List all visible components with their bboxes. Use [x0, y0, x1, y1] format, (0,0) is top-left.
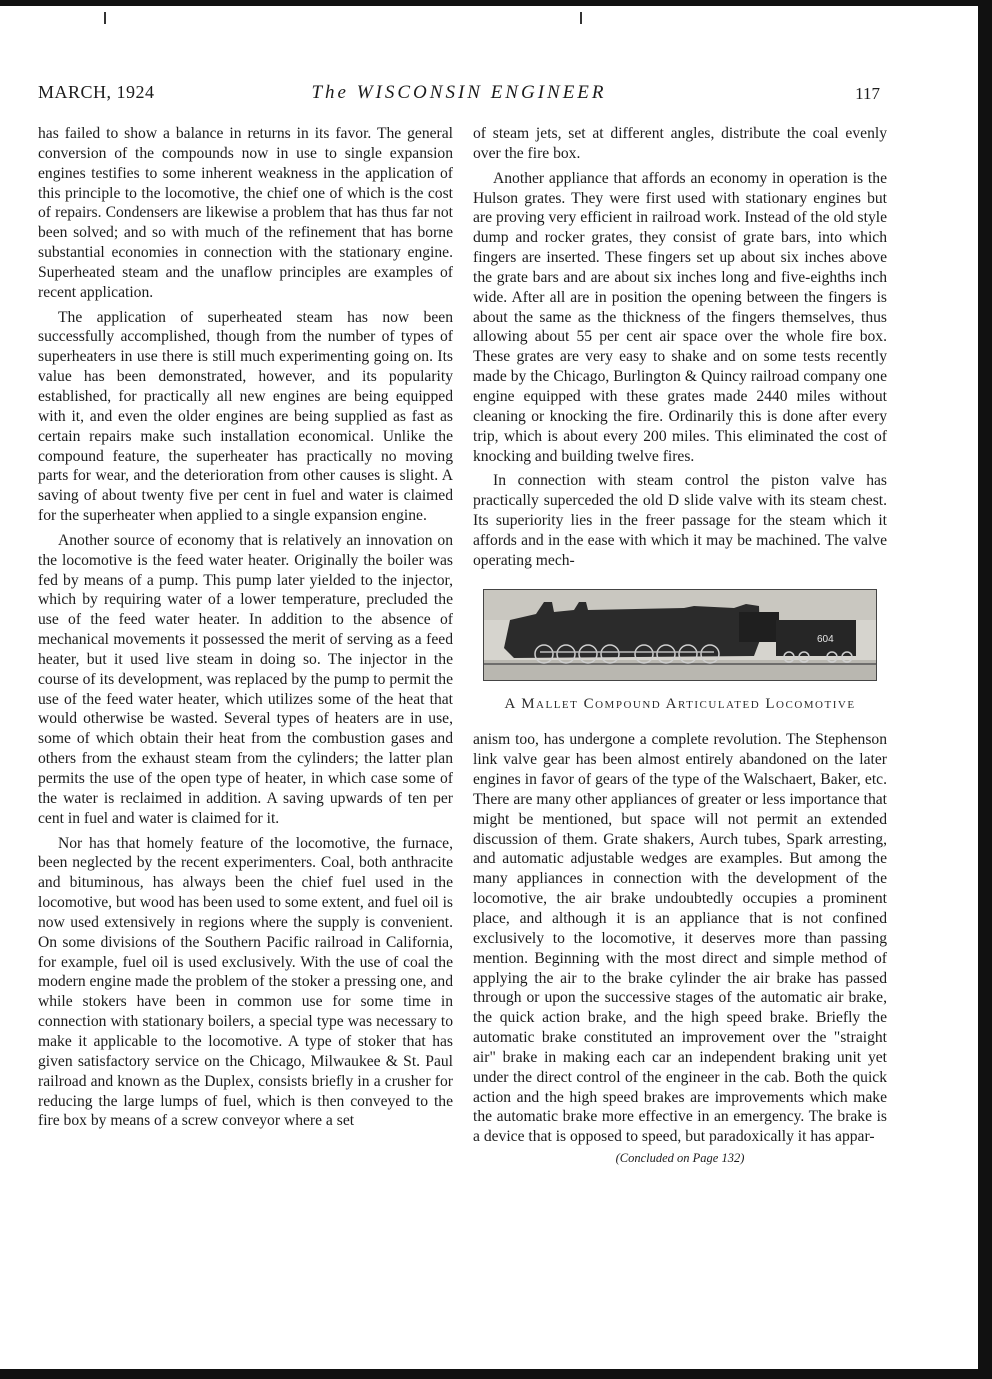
scan-border-bottom — [0, 1369, 992, 1379]
figure-caption: A Mallet Compound Articulated Locomotive — [504, 695, 856, 712]
left-column — [38, 124, 453, 1131]
scan-border-right — [978, 0, 992, 1379]
paragraph: Another source of economy that is relatively an innovation on the locomotive is the feed water heater. Originally the boiler was fed by means of a pump. This pump later yielded to the injector, which by requiring water of a lower temperature, precluded the use of the feed water heater. In addition to the absence of mechanical movements it possessed the merit of serving as a feed heater, but it used live steam in doing so. The injector in the course of its development, was replaced by the pump to permit the use of the feed water heater, which utilizes some of the heat that would otherwise be wasted. Several types of heaters are in use, some of which obtain their heat from the combustion gases and others from the exhaust steam from the cylinders; the latter plan permits the use of the open type of heater, in which case some of the water is reclaimed in addition. A saving upwards of ten per cent in fuel and water is claimed for it. — [38, 531, 453, 827]
scan-border-top — [0, 0, 992, 6]
crop-mark — [580, 12, 582, 24]
paragraph: Another appliance that affords an economy in operation is the Hulson grates. They were first used with stationary engines but are proving very efficient in railroad work. Instead of the old style dump and rocker grates, they consist of grate bars, into which fingers are inserted. These fingers set up about six inches above the grate bars and are about six inches long and five-eighths inch wide. After all are in position the opening between the fingers is about the same as the thickness of the fingers themselves, thus allowing about 55 per cent air space over the whole fire box. These grates are very easy to shake and on some tests recently made by the Chicago, Burlington & Quincy railroad company one engine equipped with these grates made 2440 miles without cleaning or knocking the fire. Ordinarily this is done after every trip, which is about every 200 miles. This eliminated the cost of knocking and building twelve fires. — [473, 169, 887, 465]
journal-title: The WISCONSIN ENGINEER — [311, 82, 607, 103]
paragraph: of steam jets, set at different angles, distribute the coal evenly over the fire box. — [473, 125, 887, 162]
page-number: 117 — [855, 84, 880, 103]
locomotive-photo — [483, 589, 877, 681]
paragraph: has failed to show a balance in returns in its favor. The general conversion of the compounds now in use to single expansion engines testifies to some inherent weakness in the application of this principle to the locomotive, the chief one of which is the cost of repairs. Condensers are likewise a problem that has thus far not been solved; and so with much of the refinement that has borne substantial economies in connection with the stationary engine. Superheated steam and the unaflow principles are examples of recent application. — [38, 125, 453, 301]
locomotive-figure — [473, 589, 887, 715]
continuation-note: (Concluded on Page 132) — [615, 1151, 745, 1166]
engine-number: 604 — [817, 633, 834, 645]
paragraph: anism too, has undergone a complete revolution. The Stephenson link valve gear has been almost entirely abandoned on the later engines in favor of gears of the type of the Walschaert, Baker, etc. There are many other appliances of greater or less importance that might be mentioned, but space will not permit an extended discussion of them. Grate shakers, Aurch tubes, Spark arresting, and automatic adjustable wedges are examples. But among the many appliances in connection with the development of the locomotive, the air brake undoubtedly occupies a prominent place, and although it is an appliance that is not confined exclusively to the locomotive, it deserves more than passing mention. Beginning with the most direct and simple method of applying the air to the brake cylinder the air brake has passed through or upon the successive stages of the automatic air brake, the quick action brake, and the high speed brake. Briefly the automatic brake constituted an improvement over the "straight air" brake in making each car an independent braking unit yet under the direct control of the engineer in the cab. Both the quick action and the high speed brakes are improvements which make the automatic brake more effective in an emergency. The brake is a device that is opposed to speed, but paradoxically it has appar- — [473, 731, 887, 1146]
paragraph: In connection with steam control the piston valve has practically superceded the old D slide valve with its steam chest. Its superiority lies in the freer passage for the steam which it affords and in the ease with which it may be machined. The valve operating mech- — [473, 472, 887, 569]
paragraph: Nor has that homely feature of the locomotive, the furnace, been neglected by the recent experimenters. Coal, both anthracite and bituminous, has always been the chief fuel used in the locomotive, but wood has been used to some extent, and fuel oil is now used extensively in regions where the supply is convenient. On some divisions of the Southern Pacific railroad in California, for example, fuel oil is used exclusively. With the use of coal the modern engine made the problem of the stoker a pressing one, and while stokers have been in common use for some time in connection with stationary boilers, a special type was necessary to make it applicable to the locomotive. A type of stoker that has given satisfactory service on the Chicago, Milwaukee & St. Paul railroad and known as the Duplex, consists briefly in a crusher for reducing the large lumps of fuel, which is then conveyed to the fire box by means of a screw conveyor where a set — [38, 834, 453, 1130]
issue-date: MARCH, 1924 — [38, 82, 155, 102]
right-column — [473, 124, 887, 1169]
paragraph: The application of superheated steam has now been successfully accomplished, though from the number of types of superheaters in use there is still much experimenting going on. Its value has been demonstrated, however, and its popularity established, for practically all new engines are being equipped with it, and even the older engines are being supplied as fast as certain repairs make such installation economical. Unlike the compound feature, the superheater has practically no moving parts for wear, and the deterioration from other causes is slight. A saving of about twenty five per cent in fuel and water is claimed for the superheater when applied to a single expansion engine. — [38, 308, 453, 525]
running-header — [38, 82, 880, 108]
crop-mark — [104, 12, 106, 24]
